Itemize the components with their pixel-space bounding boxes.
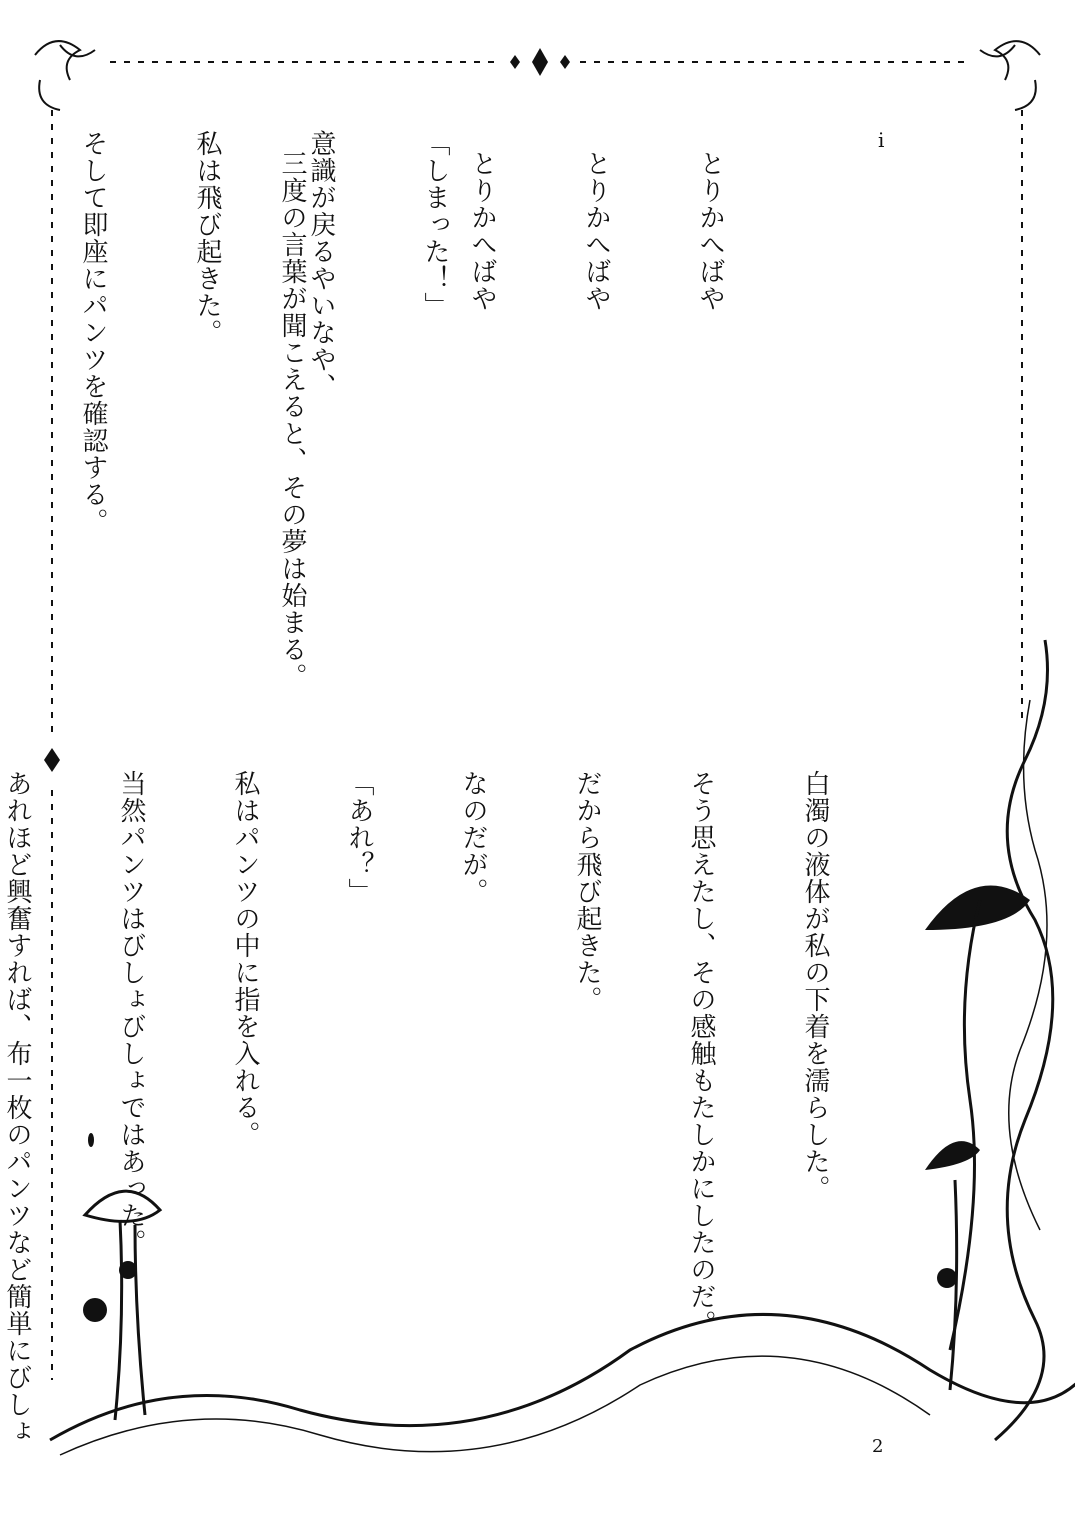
lower-text bbox=[0, 770, 910, 1445]
text-column: 私はパンツの中に指を入れる。 bbox=[230, 770, 260, 1148]
page-number: 2 bbox=[872, 1436, 884, 1457]
text-column: 当然パンツはびしょびしょではあった。 bbox=[116, 770, 146, 1256]
text-column: あれほど興奮すれば、布一枚のパンツなど簡単にびしょ bbox=[2, 770, 32, 1445]
text-column: とりかへばや bbox=[581, 150, 611, 312]
upper-left-text bbox=[0, 130, 530, 710]
text-column: だから飛び起きた。 bbox=[572, 770, 602, 1013]
text-column: 私は飛び起きた。 bbox=[192, 130, 222, 346]
text-column: 三度の言葉が聞こえると、その夢は始まる。 bbox=[277, 150, 307, 690]
text-column: 「あれ？」 bbox=[344, 770, 374, 905]
text-column: そして即座にパンツを確認する。 bbox=[78, 130, 108, 535]
text-column: とりかへばや bbox=[695, 150, 725, 312]
text-column: 意識が戻るやいなや、 bbox=[306, 130, 336, 400]
text-column: なのだが。 bbox=[458, 770, 488, 905]
text-column: 「しまった！」 bbox=[420, 130, 450, 319]
text-column: 白濁の液体が私の下着を濡らした。 bbox=[800, 770, 830, 1202]
section-number: i bbox=[878, 128, 885, 152]
text-column: そう思えたし、その感触もたしかにしたのだ。 bbox=[686, 770, 716, 1337]
text-column: とりかへばや bbox=[467, 150, 497, 312]
